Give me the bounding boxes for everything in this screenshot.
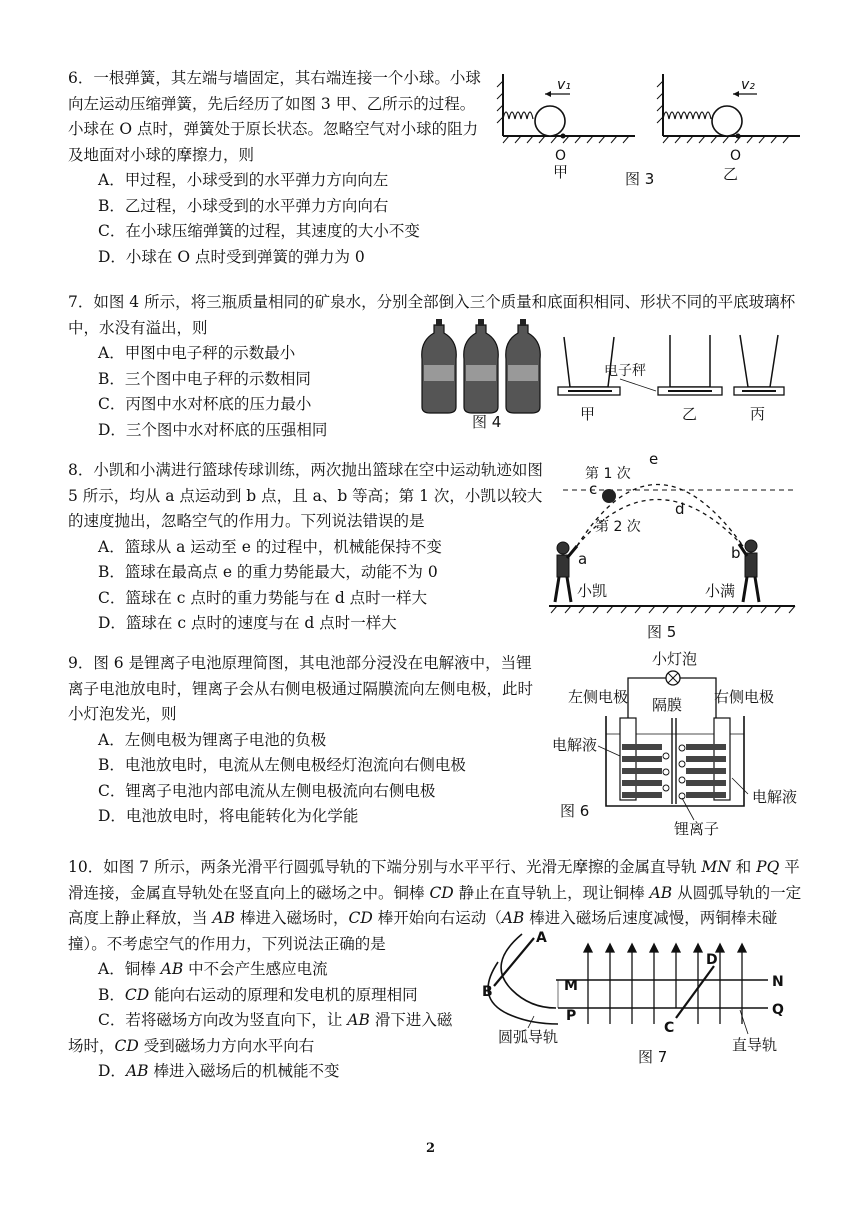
point-a: a — [578, 550, 588, 568]
figure-6-caption: 图 6 — [560, 802, 590, 820]
v1-label: v₁ — [557, 77, 571, 93]
question-8-stem: 8．小凯和小满进行篮球传球训练，两次抛出篮球在空中运动轨迹如图 5 所示，均从 a 点运动到 b 点，且 a、b 等高；第 1 次，小凯以较大的速度抛出，忽略空气的作用力。下列说法错误的是 — [68, 461, 543, 530]
bing-label-4: 丙 — [750, 405, 766, 423]
right-electrode-label: 右侧电极 — [714, 688, 775, 706]
second-throw-label: 第 2 次 — [595, 519, 641, 535]
xiaoman-label: 小满 — [705, 582, 736, 600]
trajectory-1 — [577, 485, 743, 547]
question-6 — [68, 66, 488, 270]
figure-3-yi — [657, 74, 800, 183]
magnetic-field-arrows — [584, 944, 746, 1024]
rod-ab — [494, 938, 534, 986]
q7-option-d[interactable]: D．三个图中水对杯底的压强相同 — [98, 420, 328, 439]
scale-label: 电子秤 — [604, 363, 646, 379]
jia-label: 甲 — [553, 163, 569, 181]
label-m: M — [564, 978, 578, 994]
point-b: b — [731, 544, 741, 562]
q9-option-d[interactable]: D．电池放电时，将电能转化为化学能 — [98, 807, 359, 825]
figure-4-caption: 图 4 — [472, 413, 502, 431]
figure-3-caption: 图 3 — [625, 170, 655, 186]
electrolyte-right-label: 电解液 — [752, 788, 798, 806]
spring-yi — [663, 112, 711, 119]
label-n: N — [772, 974, 784, 990]
spring-jia — [503, 112, 533, 119]
arc-rail-lower — [488, 962, 558, 1024]
basketball — [602, 489, 616, 503]
q8-option-b[interactable]: B．篮球在最高点 e 的重力势能最大，动能不为 0 — [98, 563, 438, 581]
person-xiaokai — [555, 542, 577, 602]
straight-rail-label: 直导轨 — [732, 1036, 778, 1054]
q8-option-a[interactable]: A．篮球从 a 运动至 e 的过程中，机械能保持不变 — [98, 537, 442, 556]
q6-option-b[interactable]: B．乙过程，小球受到的水平弹力方向向右 — [98, 196, 389, 215]
xiaokai-label: 小凯 — [577, 582, 608, 600]
ion-label: 锂离子 — [674, 820, 720, 838]
q9-option-c[interactable]: C．锂离子电池内部电流从左侧电极流向右侧电极 — [98, 781, 436, 800]
figure-4-yi — [658, 335, 722, 423]
q7-option-a[interactable]: A．甲图中电子秤的示数最小 — [98, 344, 296, 362]
figure-4-jia — [558, 337, 620, 423]
o-label-jia: O — [555, 148, 567, 164]
q7-option-b[interactable]: B．三个图中电子秤的示数相同 — [98, 369, 311, 388]
label-a: A — [536, 930, 547, 946]
q8-option-d[interactable]: D．篮球在 c 点时的速度与在 d 点时一样大 — [98, 614, 397, 632]
label-q: Q — [772, 1002, 784, 1018]
left-electrode — [620, 718, 662, 800]
ball-jia — [535, 106, 565, 136]
q9-option-a[interactable]: A．左侧电极为锂离子电池的负极 — [98, 730, 327, 749]
figure-5-caption: 图 5 — [647, 623, 677, 641]
person-xiaoman — [739, 540, 759, 602]
o-label-yi: O — [730, 148, 742, 164]
question-8 — [68, 458, 548, 637]
q7-option-c[interactable]: C．丙图中水对杯底的压力最小 — [98, 395, 312, 413]
page-number: 2 — [426, 1141, 436, 1156]
first-throw-label: 第 1 次 — [585, 466, 631, 482]
q10-option-c-continued: 场时，CD 受到磁场力方向水平向右 — [68, 1036, 315, 1055]
yi-label: 乙 — [723, 165, 739, 183]
q10-option-a[interactable]: A．铜棒 AB 中不会产生感应电流 — [98, 960, 328, 978]
v2-label: v₂ — [741, 77, 755, 93]
label-d: D — [706, 952, 718, 968]
jia-label-4: 甲 — [580, 405, 596, 423]
electrolyte-left-label: 电解液 — [552, 736, 598, 754]
figure-7-caption: 图 7 — [638, 1048, 668, 1066]
rod-cd — [676, 966, 714, 1018]
label-p: P — [566, 1008, 577, 1024]
question-6-stem: 6．一根弹簧，其左端与墙固定，其右端连接一个小球。小球向左运动压缩弹簧，先后经历了如图 3 甲、乙所示的过程。小球在 O 点时，弹簧处于原长状态。忽略空气对小球的阻力及地面对小球的摩擦力，则 — [68, 69, 481, 164]
q8-option-c[interactable]: C．篮球在 c 点时的重力势能与在 d 点时一样大 — [98, 588, 428, 607]
q6-option-d[interactable]: D．小球在 O 点时受到弹簧的弹力为 0 — [98, 247, 365, 266]
question-9-stem: 9．图 6 是锂离子电池原理简图，其电池部分浸没在电解液中，当锂离子电池放电时，锂离子会从右侧电极通过隔膜流向左侧电极，此时小灯泡发光，则 — [68, 654, 534, 723]
right-electrode — [686, 718, 730, 800]
water-bottles — [422, 319, 541, 413]
figure-7 — [478, 928, 798, 1070]
figure-3 — [495, 66, 805, 186]
figure-6 — [548, 648, 810, 840]
yi-label-4: 乙 — [682, 405, 698, 423]
left-electrode-label: 左侧电极 — [568, 688, 629, 706]
arc-rail-label: 圆弧导轨 — [498, 1028, 559, 1046]
q10-option-c[interactable]: C．若将磁场方向改为竖直向下，让 AB 滑下进入磁 — [98, 1011, 453, 1029]
q9-option-b[interactable]: B．电池放电时，电流从左侧电极经灯泡流向右侧电极 — [98, 756, 466, 774]
membrane-label: 隔膜 — [652, 696, 683, 714]
lithium-ions — [663, 745, 685, 799]
label-c: C — [664, 1020, 675, 1036]
q10-option-b[interactable]: B．CD 能向右运动的原理和发电机的原理相同 — [98, 985, 418, 1004]
figure-3-jia — [497, 74, 635, 181]
figure-4 — [420, 315, 805, 435]
ball-yi — [712, 106, 742, 136]
label-b: B — [482, 984, 493, 1000]
figure-5 — [545, 448, 805, 643]
question-7-stem: 7．如图 4 所示，将三瓶质量相同的矿泉水，分别全部倒入三个质量和底面积相同、形状不同的平底玻璃杯中，水没有溢出，则 — [68, 293, 796, 337]
q6-option-a[interactable]: A．甲过程，小球受到的水平弹力方向向左 — [98, 171, 389, 189]
figure-4-bing — [734, 335, 784, 423]
point-d: d — [675, 500, 685, 518]
question-10-stem: 10．如图 7 所示，两条光滑平行圆弧导轨的下端分别与水平平行、光滑无摩擦的金属直导轨 MN 和 PQ 平滑连接，金属直导轨处在竖直向上的磁场之中。铜棒 CD 静止在直导轨上，现让铜棒 AB 从圆弧导轨的一定高度上静止释放，当 AB 棒进入磁场时，CD 棒开始向右运动（AB 棒进入磁场后速度减慢，两铜棒未碰撞）。不考虑空气的作用力，下列说法正确的是 — [68, 858, 802, 953]
question-9 — [68, 651, 546, 830]
bulb-label: 小灯泡 — [652, 650, 698, 668]
q10-option-d[interactable]: D．AB 棒进入磁场后的机械能不变 — [98, 1062, 340, 1080]
point-c: c — [589, 480, 598, 498]
point-e: e — [649, 450, 659, 468]
q6-option-c[interactable]: C．在小球压缩弹簧的过程，其速度的大小不变 — [98, 222, 420, 240]
